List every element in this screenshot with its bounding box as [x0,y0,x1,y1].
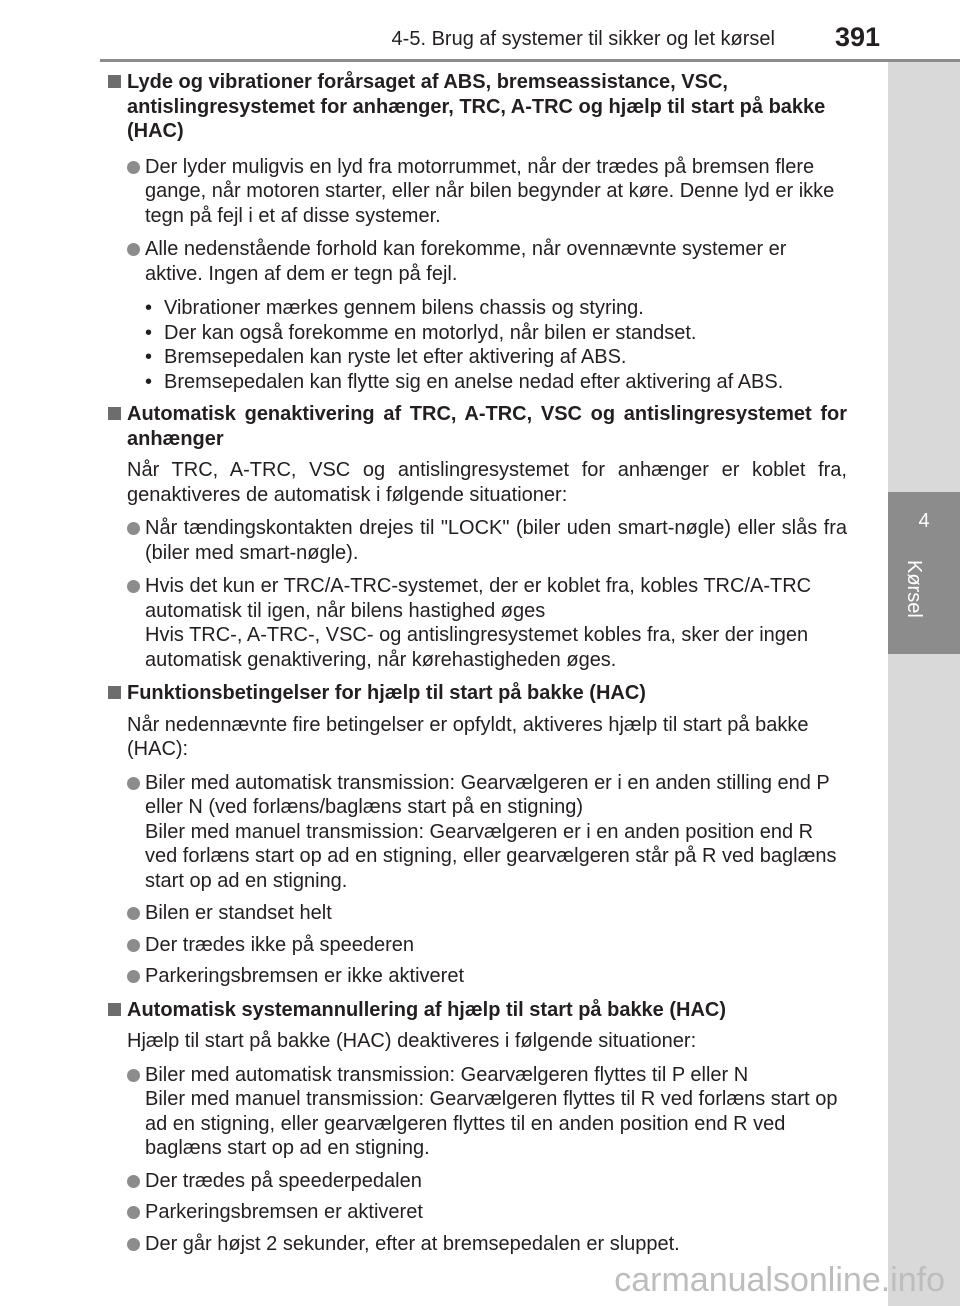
page-number: 391 [834,22,880,52]
list-item-text: Biler med automatisk transmission: Gearvælgeren flyttes til P eller N Biler med manuel transmission: Gearvælgeren flyttes til R ved forlæns start op ad en stigning, eller gearvælgeren flyttes til en anden position end R ved baglæns start op ad en stigning. [145,1063,838,1159]
sub-list-item-text: Der kan også forekomme en motorlyd, når bilen er standset. [164,321,697,344]
list-item-text: Parkeringsbremsen er ikke aktiveret [145,965,465,987]
bullet-dot-icon: • [145,346,153,368]
sub-list-item-text: Bremsepedalen kan flytte sig en anelse nedad efter aktivering af ABS. [164,370,784,393]
chapter-tab [888,492,960,654]
list-item [105,933,847,958]
list-item-text: Alle nedenstående forhold kan forekomme, når ovennævnte systemer er aktive. Ingen af dem er tegn på fejl. [145,238,787,285]
sub-list-item-text: Vibrationer mærkes gennem bilens chassis og styring. [164,297,644,319]
page-content [105,70,847,1256]
bullet-circle-icon [127,939,140,952]
watermark: carmanualsonline.info [614,1261,945,1299]
list-item [105,1169,847,1194]
sub-list-item [105,321,847,346]
section-heading-text: Automatisk systemannullering af hjælp til start på bakke (HAC) [127,998,727,1021]
section-intro: Hjælp til start på bakke (HAC) deaktiveres i følgende situationer: [127,1030,697,1052]
side-tab-upper [888,62,960,492]
list-item-text: Parkeringsbremsen er aktiveret [145,1201,423,1223]
heading-square-icon [108,1003,121,1016]
list-item [105,1200,847,1225]
sub-list-item [105,370,847,395]
chapter-tab-number: 4 [918,510,930,532]
sub-list-item [105,296,847,321]
list-item [105,771,847,894]
list-item [105,1232,847,1257]
side-tab-lower [888,654,960,1306]
heading-square-icon [108,75,121,88]
list-item [105,1063,847,1161]
list-item-text: Der lyder muligvis en lyd fra motorrummet, når der trædes på bremsen flere gange, når motoren starter, eller når bilen begynder at køre. Denne lyd er ikke tegn på fejl i et af disse systemer. [145,155,835,227]
list-item [105,964,847,989]
bullet-circle-icon [127,777,140,790]
section-heading [105,70,847,144]
bullet-circle-icon [127,970,140,983]
section-heading [105,402,847,451]
bullet-dot-icon: • [145,370,153,393]
bullet-circle-icon [127,907,140,920]
sub-list-item-text: Bremsepedalen kan ryste let efter aktivering af ABS. [164,346,627,368]
bullet-circle-icon [127,1238,140,1251]
heading-square-icon [108,686,121,699]
bullet-dot-icon: • [145,297,153,319]
list-item-text: Der trædes ikke på speederen [145,933,415,956]
list-item-text: Bilen er standset helt [145,902,332,924]
section-heading-text: Funktionsbetingelser for hjælp til start på bakke (HAC) [127,682,646,704]
list-item [105,574,847,672]
bullet-circle-icon [127,522,140,535]
header-rule [100,59,960,62]
section-heading-text: Lyde og vibrationer forårsaget af ABS, bremseassistance, VSC, antislingresystemet for anhænger, TRC, A-TRC og hjælp til start på bakke (HAC) [127,71,826,142]
chapter-title: 4-5. Brug af systemer til sikker og let kørsel [391,28,775,50]
list-item [105,901,847,926]
section-intro: Når nedennævnte fire betingelser er opfyldt, aktiveres hjælp til start på bakke (HAC): [127,713,809,760]
bullet-circle-icon [127,243,140,256]
sub-list-item [105,345,847,370]
list-item [105,237,847,286]
bullet-circle-icon [127,580,140,593]
section-heading-text: Automatisk genaktivering af TRC, A-TRC, VSC og antislingresystemet for anhænger [127,403,847,450]
section-intro: Når TRC, A-TRC, VSC og antislingresystemet for anhænger er koblet fra, genaktiveres de automatisk i følgende situationer: [127,459,847,506]
bullet-circle-icon [127,161,140,174]
bullet-circle-icon [127,1069,140,1082]
section-heading [105,681,847,706]
list-item-text: Biler med automatisk transmission: Gearvælgeren er i en anden stilling end P eller N (ved forlæns/baglæns start på en stigning) Biler med manuel transmission: Gearvælgeren er i en anden position end R ved forlæns start op ad en stigning, eller gearvælgeren står på R ved baglæns start op ad en stigning. [145,771,837,892]
section-heading [105,998,847,1023]
page-header [0,0,960,62]
list-item-text: Når tændingskontakten drejes til "LOCK" (biler uden smart-nøgle) eller slås fra (biler med smart-nøgle). [145,517,847,564]
chapter-tab-label: Kørsel [903,560,925,618]
bullet-circle-icon [127,1175,140,1188]
list-item-text: Der trædes på speederpedalen [145,1169,422,1192]
list-item-text: Der går højst 2 sekunder, efter at bremsepedalen er sluppet. [145,1232,680,1255]
list-item [105,516,847,565]
bullet-circle-icon [127,1206,140,1219]
sub-list [105,296,847,394]
list-item [105,155,847,229]
bullet-dot-icon: • [145,321,153,344]
heading-square-icon [108,407,121,420]
list-item-text: Hvis det kun er TRC/A-TRC-systemet, der er koblet fra, kobles TRC/A-TRC automatisk til igen, når bilens hastighed øges Hvis TRC-, A-TRC-, VSC- og antislingresystemet kobles fra, sker der ingen automatisk genaktivering, når kørehastigheden øges. [145,575,812,671]
